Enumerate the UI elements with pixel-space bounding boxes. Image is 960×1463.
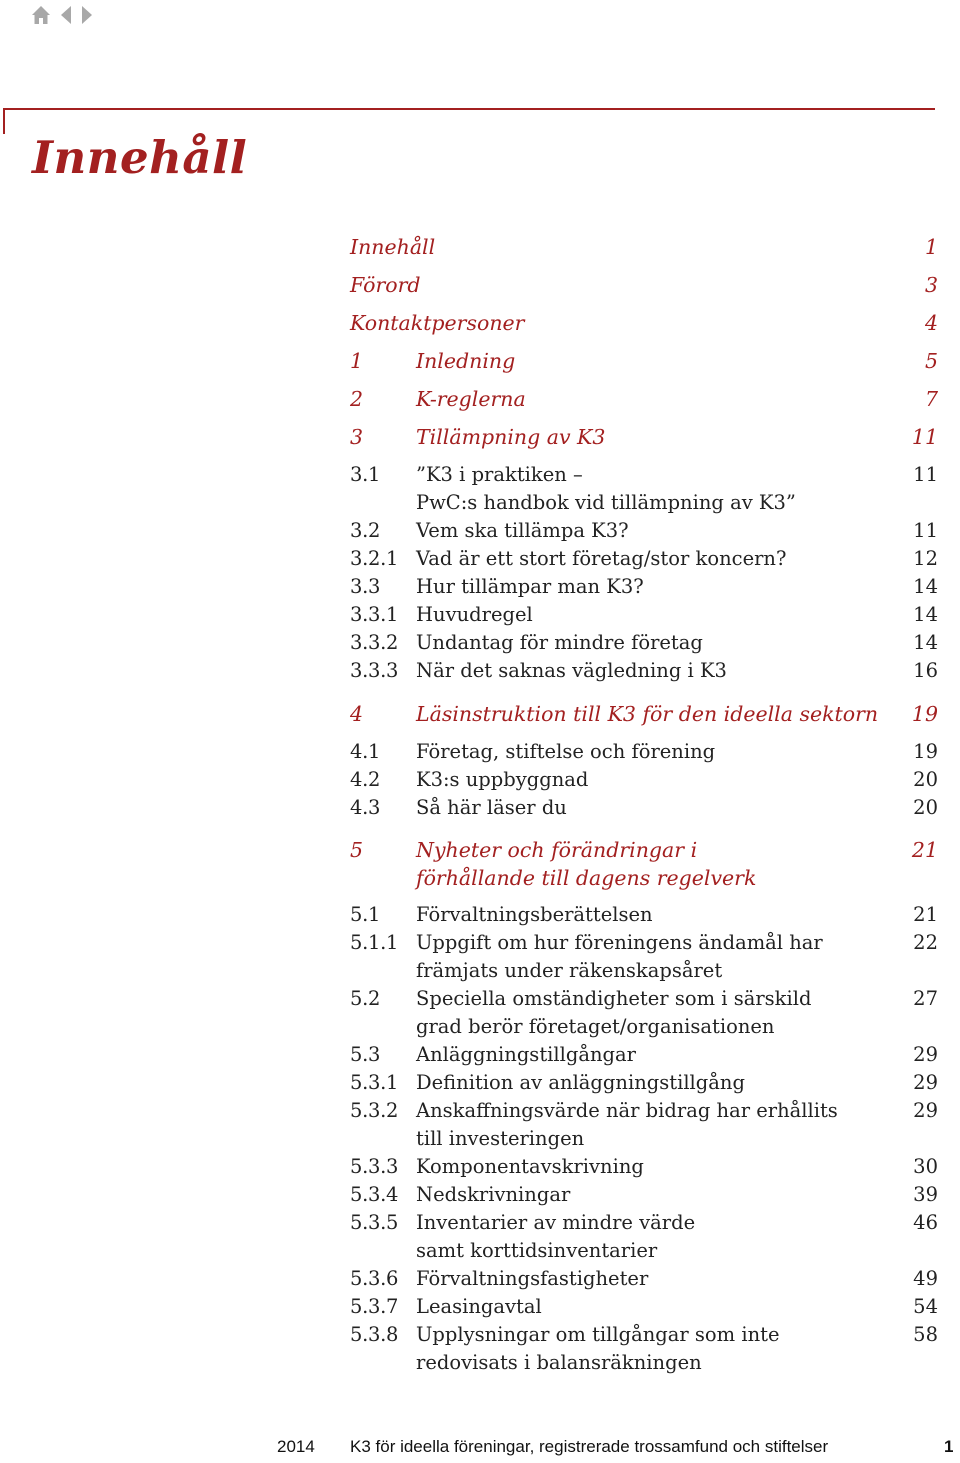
- toc-entry-page: 14: [913, 631, 938, 654]
- toc-entry-number: 5.3.6: [350, 1267, 399, 1290]
- toc-entry-number: 3.3.3: [350, 659, 399, 682]
- header-rule-tick: [3, 108, 5, 134]
- toc-entry[interactable]: [350, 1293, 938, 1321]
- toc-entry-title: Kontaktpersoner: [350, 311, 525, 335]
- toc-entry-page: 27: [913, 987, 938, 1010]
- toc-entry[interactable]: [350, 629, 938, 657]
- toc-entry-title: Hur tillämpar man K3?: [416, 575, 644, 598]
- toc-entry[interactable]: [350, 738, 938, 766]
- toc-entry-title: K-reglerna: [416, 387, 526, 411]
- toc-entry-number: 4.3: [350, 796, 381, 819]
- toc-entry[interactable]: [350, 1181, 938, 1209]
- toc-entry-number: 4.2: [350, 768, 381, 791]
- toc-entry[interactable]: [350, 700, 938, 728]
- toc-entry-title: Komponentavskrivning: [416, 1155, 644, 1178]
- toc-entry-title: Inventarier av mindre värde samt korttidsinventarier: [416, 1211, 696, 1262]
- toc-entry-page: 20: [913, 796, 938, 819]
- toc-entry-title: Undantag för mindre företag: [416, 631, 703, 654]
- toc-entry-number: 3.2: [350, 519, 381, 542]
- toc-entry[interactable]: [350, 794, 938, 822]
- toc-entry-page: 21: [911, 838, 938, 862]
- toc-entry-page: 49: [913, 1267, 938, 1290]
- toc-entry-title: Företag, stiftelse och förening: [416, 740, 716, 763]
- toc-entry[interactable]: [350, 985, 938, 1041]
- toc-entry-title: ”K3 i praktiken – PwC:s handbok vid tillämpning av K3”: [416, 463, 796, 514]
- toc-entry-title: Leasingavtal: [416, 1295, 542, 1318]
- toc-entry-number: 3.1: [350, 463, 381, 486]
- toc-entry-page: 39: [913, 1183, 938, 1206]
- toc-entry-number: 2: [350, 387, 364, 411]
- toc-entry-page: 3: [924, 273, 938, 297]
- toc-entry-page: 58: [913, 1323, 938, 1346]
- toc-entry-page: 1: [924, 235, 938, 259]
- toc-entry[interactable]: [350, 766, 938, 794]
- toc-entry-number: 1: [350, 349, 364, 373]
- toc-entry[interactable]: [350, 657, 938, 685]
- footer-document-title: K3 för ideella föreningar, registrerade trossamfund och stiftelser: [350, 1437, 829, 1456]
- table-of-contents: [350, 0, 938, 1400]
- toc-entry-number: 3: [350, 425, 364, 449]
- prev-arrow-icon: [59, 4, 73, 26]
- toc-entry[interactable]: [350, 309, 938, 337]
- toc-entry-title: Huvudregel: [416, 603, 533, 626]
- toc-entry-page: 4: [924, 311, 938, 335]
- toc-entry-number: 5.3: [350, 1043, 381, 1066]
- toc-entry-page: 14: [913, 603, 938, 626]
- toc-entry-page: 5: [924, 349, 938, 373]
- toc-entry-page: 29: [913, 1043, 938, 1066]
- toc-entry[interactable]: [350, 1153, 938, 1181]
- toc-entry-page: 22: [913, 931, 938, 954]
- toc-entry-number: 5: [350, 838, 364, 862]
- toc-entry-page: 54: [913, 1295, 938, 1318]
- next-arrow-icon: [80, 4, 94, 26]
- toc-entry[interactable]: [350, 423, 938, 451]
- toc-entry-title: Så här läser du: [416, 796, 567, 819]
- toc-entry[interactable]: [350, 347, 938, 375]
- toc-entry-page: 21: [913, 903, 938, 926]
- home-icon: [30, 4, 52, 26]
- toc-entry-number: 5.2: [350, 987, 381, 1010]
- toc-entry-number: 5.3.3: [350, 1155, 399, 1178]
- toc-entry[interactable]: [350, 271, 938, 299]
- next-page-button[interactable]: [80, 4, 94, 26]
- toc-entry-number: 5.3.5: [350, 1211, 399, 1234]
- toc-entry[interactable]: [350, 1097, 938, 1153]
- toc-entry[interactable]: [350, 929, 938, 985]
- toc-entry-title: Tillämpning av K3: [416, 425, 606, 449]
- toc-entry[interactable]: [350, 573, 938, 601]
- toc-entry-page: 11: [913, 463, 938, 486]
- toc-entry-title: Vem ska tillämpa K3?: [416, 519, 629, 542]
- toc-entry[interactable]: [350, 1041, 938, 1069]
- toc-entry-page: 16: [913, 659, 938, 682]
- toc-entry-title: Läsinstruktion till K3 för den ideella sektorn: [416, 702, 879, 726]
- toc-entry-page: 19: [913, 740, 938, 763]
- toc-entry[interactable]: [350, 601, 938, 629]
- toc-entry[interactable]: [350, 385, 938, 413]
- toc-entry-number: 5.3.1: [350, 1071, 399, 1094]
- toc-entry-title: Anläggningstillgångar: [416, 1043, 636, 1066]
- toc-entry-page: 46: [913, 1211, 938, 1234]
- toc-entry-number: 5.3.4: [350, 1183, 399, 1206]
- toc-entry-title: K3:s uppbyggnad: [416, 768, 589, 791]
- toc-entry[interactable]: [350, 461, 938, 517]
- toc-entry-page: 19: [911, 702, 938, 726]
- toc-entry-title: Vad är ett stort företag/stor koncern?: [416, 547, 787, 570]
- home-button[interactable]: [30, 4, 52, 26]
- toc-entry-title: Förvaltningsfastigheter: [416, 1267, 649, 1290]
- toc-entry[interactable]: [350, 1321, 938, 1377]
- previous-page-button[interactable]: [59, 4, 73, 26]
- toc-entry-title: Definition av anläggningstillgång: [416, 1071, 745, 1094]
- toc-entry-number: 5.3.2: [350, 1099, 399, 1122]
- toc-entry[interactable]: [350, 517, 938, 545]
- page-navigation: [30, 2, 94, 28]
- toc-entry-title: Upplysningar om tillgångar som inte redovisats i balansräkningen: [416, 1323, 780, 1374]
- toc-entry-page: 20: [913, 768, 938, 791]
- toc-entry-title: Inledning: [416, 349, 516, 373]
- page-footer: [0, 1433, 960, 1463]
- toc-entry-page: 14: [913, 575, 938, 598]
- toc-entry-title: Speciella omständigheter som i särskild grad berör företaget/organisationen: [416, 987, 812, 1038]
- toc-entry[interactable]: [350, 1265, 938, 1293]
- toc-entry-page: 12: [913, 547, 938, 570]
- toc-entry[interactable]: [350, 1209, 938, 1265]
- toc-entry[interactable]: [350, 1069, 938, 1097]
- toc-entry-page: 29: [913, 1071, 938, 1094]
- toc-entry-number: 3.3: [350, 575, 381, 598]
- toc-entry[interactable]: [350, 901, 938, 929]
- toc-entry-title: När det saknas vägledning i K3: [416, 659, 727, 682]
- toc-entry-title: Nedskrivningar: [416, 1183, 571, 1206]
- toc-entry[interactable]: [350, 545, 938, 573]
- toc-entry-number: 3.3.2: [350, 631, 399, 654]
- toc-entry-title: Innehåll: [350, 235, 436, 259]
- toc-entry-page: 29: [913, 1099, 938, 1122]
- toc-entry-number: 5.1: [350, 903, 381, 926]
- toc-entry-title: Anskaffningsvärde när bidrag har erhållits till investeringen: [416, 1099, 838, 1150]
- toc-entry-title: Förvaltningsberättelsen: [416, 903, 653, 926]
- toc-entry-page: 11: [911, 425, 938, 449]
- toc-entry-number: 5.3.8: [350, 1323, 399, 1346]
- toc-entry[interactable]: [350, 836, 938, 892]
- toc-entry-number: 3.2.1: [350, 547, 399, 570]
- toc-entry-number: 5.1.1: [350, 931, 399, 954]
- toc-entry-number: 3.3.1: [350, 603, 399, 626]
- toc-entry-page: 11: [913, 519, 938, 542]
- toc-entry-title: Uppgift om hur föreningens ändamål har främjats under räkenskapsåret: [416, 931, 823, 982]
- footer-year: 2014: [277, 1437, 315, 1456]
- toc-entry-page: 30: [913, 1155, 938, 1178]
- footer-page-number: 1: [944, 1437, 954, 1456]
- toc-entry-page: 7: [924, 387, 938, 411]
- toc-entry-number: 5.3.7: [350, 1295, 399, 1318]
- toc-entry-title: Nyheter och förändringar i förhållande till dagens regelverk: [416, 838, 757, 890]
- toc-entry-title: Förord: [350, 273, 421, 297]
- page-title: Innehåll: [32, 131, 248, 184]
- toc-entry[interactable]: [350, 233, 938, 261]
- toc-entry-number: 4: [350, 702, 364, 726]
- toc-entry-number: 4.1: [350, 740, 381, 763]
